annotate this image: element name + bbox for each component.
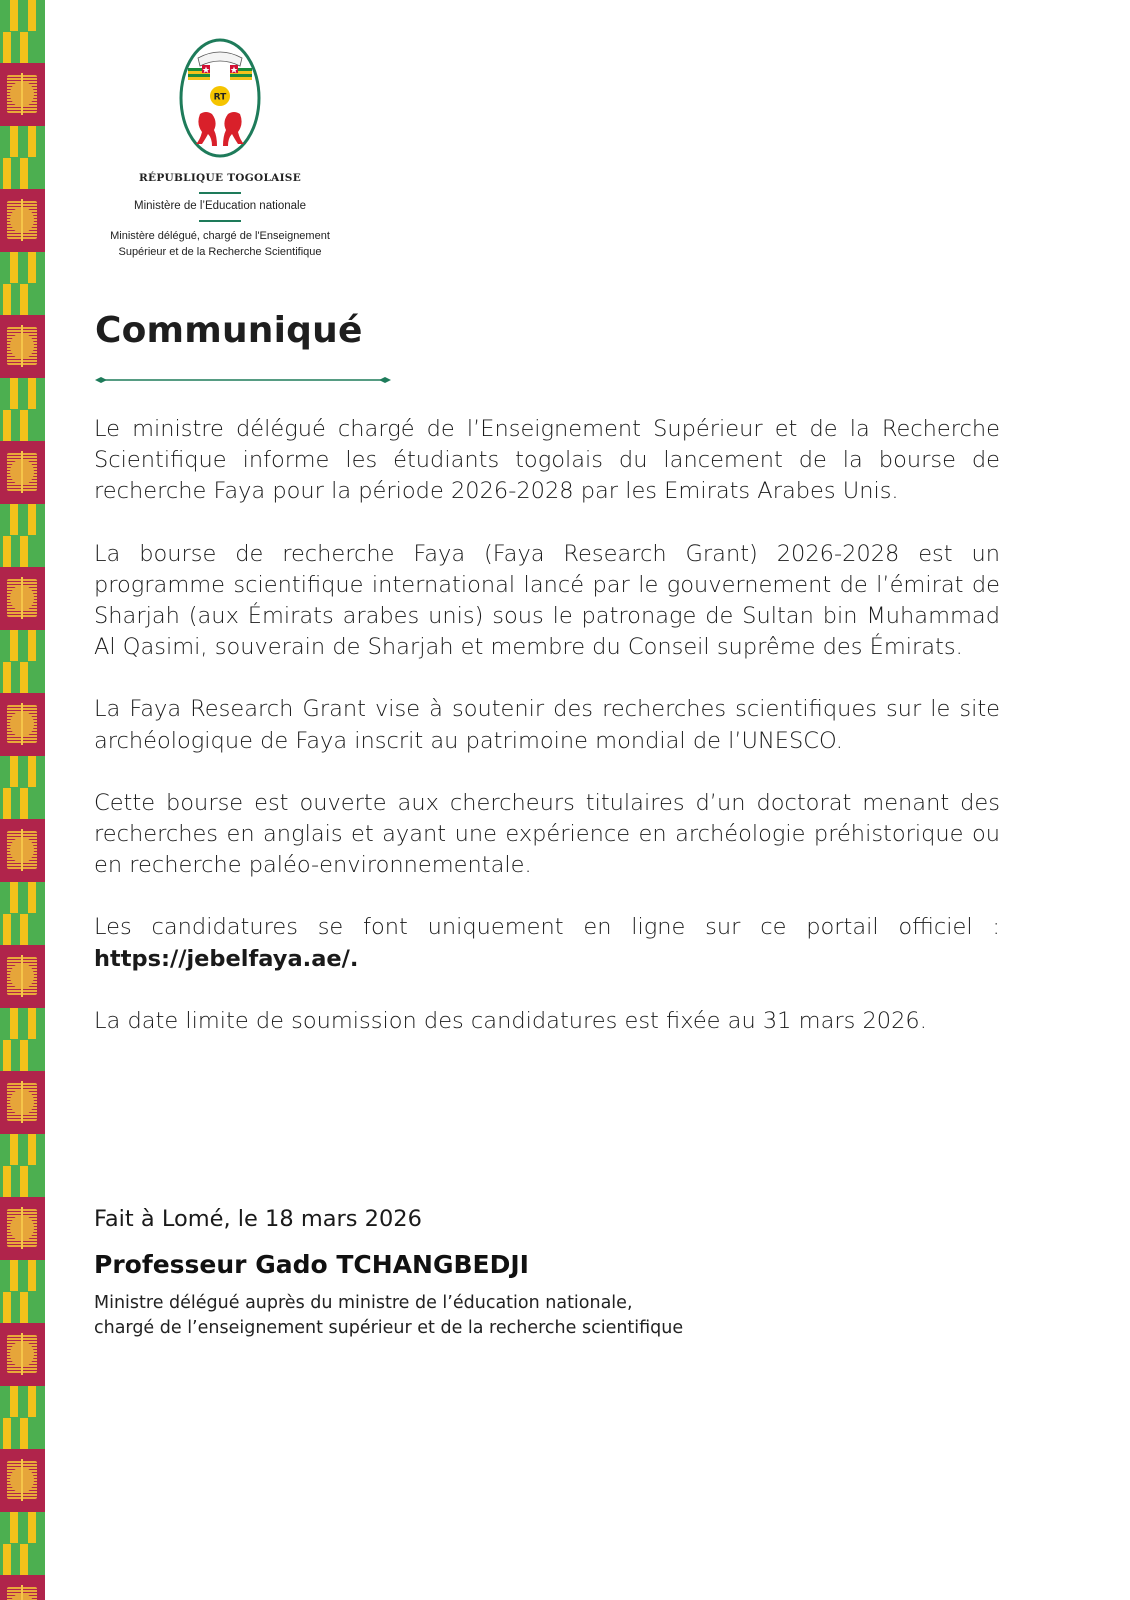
paragraph: Le ministre délégué chargé de l’Enseignement Supérieur et de la Recherche Scientifique informe les étudiants togolais du lancement de la bourse de recherche Faya pour la période 2026-2028 par les Emirats Arabes Unis. [94,416,1000,505]
kente-sun-tile [0,441,45,504]
sun-ray [21,1207,23,1249]
kente-bar [20,1166,28,1197]
kente-bar [20,536,28,567]
kente-bar [28,1260,36,1291]
kente-bar [3,284,11,315]
kente-sun-tile [0,945,45,1008]
kente-bar [10,630,18,661]
sun-ray [21,1081,23,1123]
communique-body [94,414,1000,1068]
application-paragraph [94,912,1000,974]
kente-sun-tile [0,819,45,882]
signer-title [94,1291,683,1341]
kente-bar [3,914,11,945]
kente-bar [20,410,28,441]
kente-bar [3,1166,11,1197]
kente-bar [3,32,11,63]
delegate-ministry-line2: Supérieur et de la Recherche Scientifique [118,246,322,258]
kente-bar [3,1544,11,1575]
page-title: Communiqué [95,310,363,351]
kente-bar [10,1260,18,1291]
kente-bar [28,378,36,409]
kente-sun-tile [0,1071,45,1134]
kente-bar [20,158,28,189]
application-text: Les candidatures se font uniquement en ligne sur ce portail officiel : [94,914,1000,941]
kente-bar [3,158,11,189]
sun-ray [21,451,23,493]
kente-stripe-tile [0,378,45,441]
kente-stripe-tile [0,630,45,693]
kente-stripe-tile [0,1260,45,1323]
header-divider [199,192,241,194]
deadline-paragraph: La date limite de soumission des candidatures est fixée au 31 mars 2026. [94,1007,927,1034]
kente-bar [10,882,18,913]
paragraph: Cette bourse est ouverte aux chercheurs titulaires d’un doctorat menant des recherches en anglais et ayant une expérience en archéologie préhistorique ou en recherche paléo-environnementale. [94,789,1000,879]
sun-ray [21,1585,23,1600]
sun-ray [21,199,23,241]
kente-sun-tile [0,1323,45,1386]
kente-stripe-tile [0,504,45,567]
header-divider [199,220,241,222]
sun-ray [21,577,23,619]
kente-sun-tile [0,63,45,126]
paragraph: La Faya Research Grant vise à soutenir des recherches scientifiques sur le site archéologique de Faya inscrit au patrimoine mondial de l’UNESCO. [94,696,1000,754]
kente-bar [28,126,36,157]
kente-stripe-tile [0,1386,45,1449]
kente-bar [20,662,28,693]
kente-bar [3,662,11,693]
kente-bar [10,1512,18,1543]
kente-bar [28,1134,36,1165]
kente-bar [28,756,36,787]
paragraph: La bourse de recherche Faya (Faya Research Grant) 2026-2028 est un programme scientifique international lancé par le gouvernement de l’émirat de Sharjah (aux Émirats arabes unis) sous le patronage de Sultan bin Muhammad Al Qasimi, souverain de Sharjah et membre du Conseil suprême des Émirats. [94,540,1000,661]
signer-title-line2: chargé de l’enseignement supérieur et de la recherche scientifique [94,1318,684,1338]
kente-stripe-tile [0,756,45,819]
kente-bar [10,504,18,535]
kente-sun-tile [0,567,45,630]
svg-text:RT: RT [213,92,227,103]
republic-name: RÉPUBLIQUE TOGOLAISE [138,172,301,184]
kente-sun-tile [0,189,45,252]
kente-sun-tile [0,1449,45,1512]
sun-ray [21,703,23,745]
sun-ray [21,325,23,367]
kente-stripe-tile [0,0,45,63]
ministry-name: Ministère de l’Education nationale [134,200,306,212]
kente-bar [28,1008,36,1039]
kente-bar [10,1008,18,1039]
kente-bar [10,756,18,787]
kente-bar [10,378,18,409]
kente-bar [3,1040,11,1071]
kente-sun-tile [0,693,45,756]
kente-bar [20,1544,28,1575]
kente-sun-tile [0,1197,45,1260]
kente-bar [28,630,36,661]
kente-bar [3,410,11,441]
kente-bar [28,504,36,535]
kente-bar [10,252,18,283]
kente-bar [10,0,18,31]
title-divider [95,374,391,386]
kente-stripe-tile [0,252,45,315]
kente-bar [20,914,28,945]
sun-ray [21,1459,23,1501]
kente-bar [3,536,11,567]
kente-bar [10,1386,18,1417]
coat-of-arms-emblem [178,36,262,160]
signature-block [94,1206,683,1341]
kente-border [0,0,45,1600]
kente-stripe-tile [0,1134,45,1197]
kente-bar [10,126,18,157]
kente-bar [28,882,36,913]
kente-stripe-tile [0,1512,45,1575]
kente-stripe-tile [0,1008,45,1071]
kente-bar [3,1418,11,1449]
kente-bar [20,1040,28,1071]
kente-bar [10,1134,18,1165]
kente-bar [28,0,36,31]
kente-stripe-tile [0,882,45,945]
kente-stripe-tile [0,126,45,189]
kente-bar [20,1292,28,1323]
kente-bar [20,32,28,63]
delegate-ministry-line1: Ministère délégué, chargé de l'Enseignement [110,230,330,242]
signer-name: Professeur Gado TCHANGBEDJI [94,1250,529,1279]
place-date: Fait à Lomé, le 18 mars 2026 [94,1206,422,1232]
kente-bar [28,1512,36,1543]
kente-bar [28,1386,36,1417]
portal-link[interactable]: https://jebelfaya.ae/. [94,945,359,972]
letterhead [80,36,360,260]
signer-title-line1: Ministre délégué auprès du ministre de l’éducation nationale, [94,1293,633,1313]
kente-sun-tile [0,1575,45,1600]
kente-bar [20,788,28,819]
sun-ray [21,73,23,115]
kente-bar [20,1418,28,1449]
kente-sun-tile [0,315,45,378]
kente-bar [3,1292,11,1323]
kente-bar [20,284,28,315]
kente-bar [3,788,11,819]
sun-ray [21,955,23,997]
kente-bar [28,252,36,283]
sun-ray [21,829,23,871]
sun-ray [21,1333,23,1375]
